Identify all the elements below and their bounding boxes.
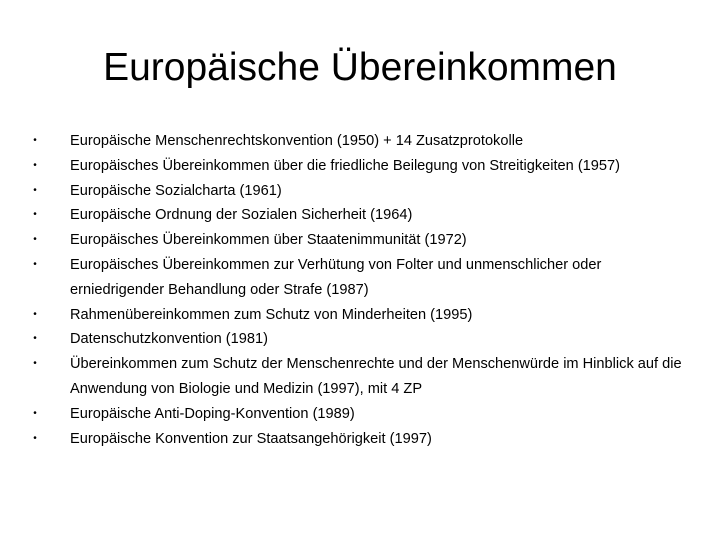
- bullet-icon: •: [33, 209, 37, 221]
- list-item: [30, 303, 690, 328]
- list-item: [30, 327, 690, 352]
- list-item-text: Europäische Konvention zur Staatsangehörigkeit (1997): [70, 430, 432, 447]
- list-item-text: Datenschutzkonvention (1981): [70, 331, 268, 348]
- bullet-icon: •: [33, 184, 37, 196]
- list-item: [30, 179, 690, 204]
- list-item-text: Europäisches Übereinkommen über die friedliche Beilegung von Streitigkeiten (1957): [70, 157, 621, 174]
- list-item: [30, 228, 690, 253]
- bullet-icon: •: [33, 258, 37, 270]
- list-item-text: Europäisches Übereinkommen über Staatenimmunität (1972): [70, 232, 467, 249]
- list-item-text: Europäisches Übereinkommen zur Verhütung von Folter und unmenschlicher oder erniedrigender Behandlung oder Strafe (1987): [70, 256, 602, 298]
- list-item-text: Europäische Menschenrechtskonvention (1950) + 14 Zusatzprotokolle: [70, 133, 524, 149]
- list-item-text: Übereinkommen zum Schutz der Menschenrechte und der Menschenwürde im Hinblick auf die Anwendung von Biologie und Medizin (1997), mit 4 ZP: [70, 356, 682, 397]
- bullet-icon: •: [33, 135, 37, 146]
- bullet-icon: •: [33, 308, 37, 320]
- list-item-text: Europäische Sozialcharta (1961): [70, 182, 282, 199]
- list-item: [30, 203, 690, 228]
- list-item: [30, 154, 690, 179]
- list-item: [30, 427, 690, 452]
- list-item: [30, 402, 690, 427]
- bullet-list: [30, 129, 690, 451]
- list-item-text: Europäische Anti-Doping-Konvention (1989): [70, 405, 355, 422]
- list-item: [30, 129, 690, 154]
- list-item-text: Rahmenübereinkommen zum Schutz von Minderheiten (1995): [70, 306, 473, 323]
- list-item: [30, 352, 690, 402]
- bullet-icon: •: [33, 234, 37, 246]
- bullet-icon: •: [33, 159, 37, 171]
- bullet-icon: •: [33, 407, 37, 419]
- bullet-icon: •: [33, 333, 37, 345]
- bullet-icon: •: [33, 358, 37, 370]
- list-item: [30, 253, 690, 303]
- bullet-icon: •: [33, 432, 37, 444]
- slide-title: Europäische Übereinkommen: [103, 46, 617, 89]
- list-item-text: Europäische Ordnung der Sozialen Sicherheit (1964): [70, 207, 413, 224]
